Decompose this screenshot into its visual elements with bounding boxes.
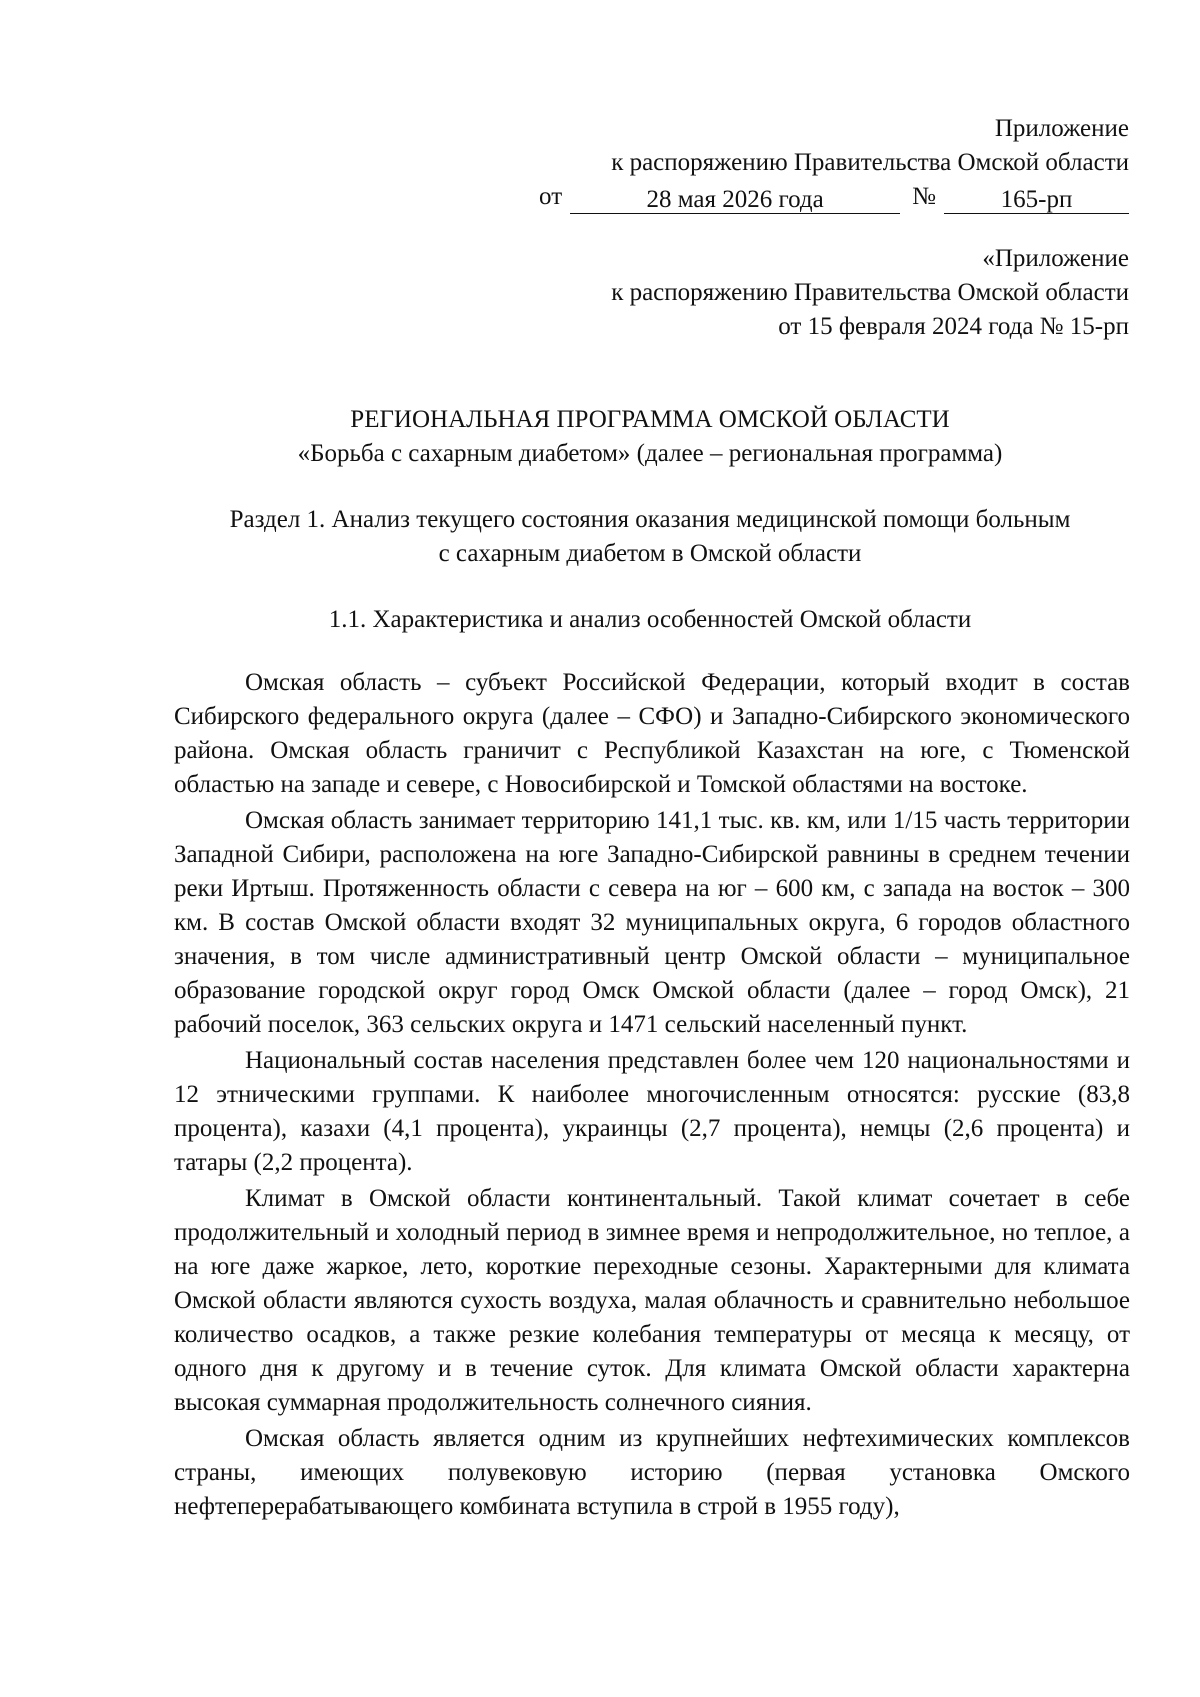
appendix-decree-line: к распоряжению Правительства Омской области [611, 149, 1129, 176]
subsection-heading: 1.1. Характеристика и анализ особенностей Омской области [328, 606, 972, 633]
section-heading-line-1: Раздел 1. Анализ текущего состояния оказания медицинской помощи больным [229, 506, 1071, 533]
appendix-header [539, 112, 1129, 214]
paragraph: Климат в Омской области континентальный. Такой климат сочетает в себе продолжительный и холодный период в зимнее время и непродолжительное, но теплое, а на юге даже жаркое, лето, короткие переходные сезоны. Характерными для климата Омской области являются сухость воздуха, малая облачность и сравнительно небольшое количество осадков, а также резкие колебания температуры от месяца к месяцу, от одного дня к другому и в течение суток. Для климата Омской области характерна высокая суммарная продолжительность солнечного сияния. [174, 1185, 1130, 1416]
program-title-line-2: «Борьба с сахарным диабетом» (далее – региональная программа) [297, 440, 1003, 467]
decree-date-line [539, 180, 1129, 214]
decree-date: 28 мая 2026 года [570, 186, 900, 214]
prior-appendix-label: «Приложение [982, 245, 1129, 272]
prior-decree-line: к распоряжению Правительства Омской области [611, 279, 1129, 306]
paragraph: Омская область занимает территорию 141,1 тыс. кв. км, или 1/15 часть территории Западной Сибири, расположена на юге Западно-Сибирской равнины в среднем течении реки Иртыш. Протяженность области с севера на юг – 600 км, с запада на восток – 300 км. В состав Омской области входят 32 муниципальных округа, 6 городов областного значения, в том числе административный центр Омской области – муниципальное образование городской округ город Омск Омской области (далее – город Омск), 21 рабочий поселок, 363 сельских округа и 1471 сельский населенный пункт. [174, 807, 1130, 1038]
paragraph: Омская область – субъект Российской Федерации, который входит в состав Сибирского федерального округа (далее – СФО) и Западно-Сибирского экономического района. Омская область граничит с Республикой Казахстан на юге, с Тюменской областью на западе и севере, с Новосибирской и Томской областями на востоке. [174, 669, 1130, 798]
paragraph: Омская область является одним из крупнейших нефтехимических комплексов страны, имеющих полувековую историю (первая установка Омского нефтеперерабатывающего комбината вступила в строй в 1955 году), [174, 1425, 1130, 1520]
program-title [170, 403, 1130, 471]
appendix-label: Приложение [994, 115, 1129, 142]
from-label: от [539, 183, 563, 210]
body-text [174, 666, 1130, 1524]
prior-appendix-header [611, 242, 1129, 344]
decree-number: 165-рп [944, 186, 1129, 214]
number-sign: № [912, 183, 936, 210]
section-heading [170, 503, 1130, 571]
prior-decree-date: от 15 февраля 2024 года № 15-рп [778, 313, 1129, 340]
section-heading-line-2: с сахарным диабетом в Омской области [438, 540, 862, 567]
paragraph: Национальный состав населения представлен более чем 120 национальностями и 12 этническими группами. К наиболее многочисленным относятся: русские (83,8 процента), казахи (4,1 процента), украинцы (2,7 процента), немцы (2,6 процента) и татары (2,2 процента). [174, 1047, 1130, 1176]
program-title-line-1: РЕГИОНАЛЬНАЯ ПРОГРАММА ОМСКОЙ ОБЛАСТИ [350, 406, 950, 433]
